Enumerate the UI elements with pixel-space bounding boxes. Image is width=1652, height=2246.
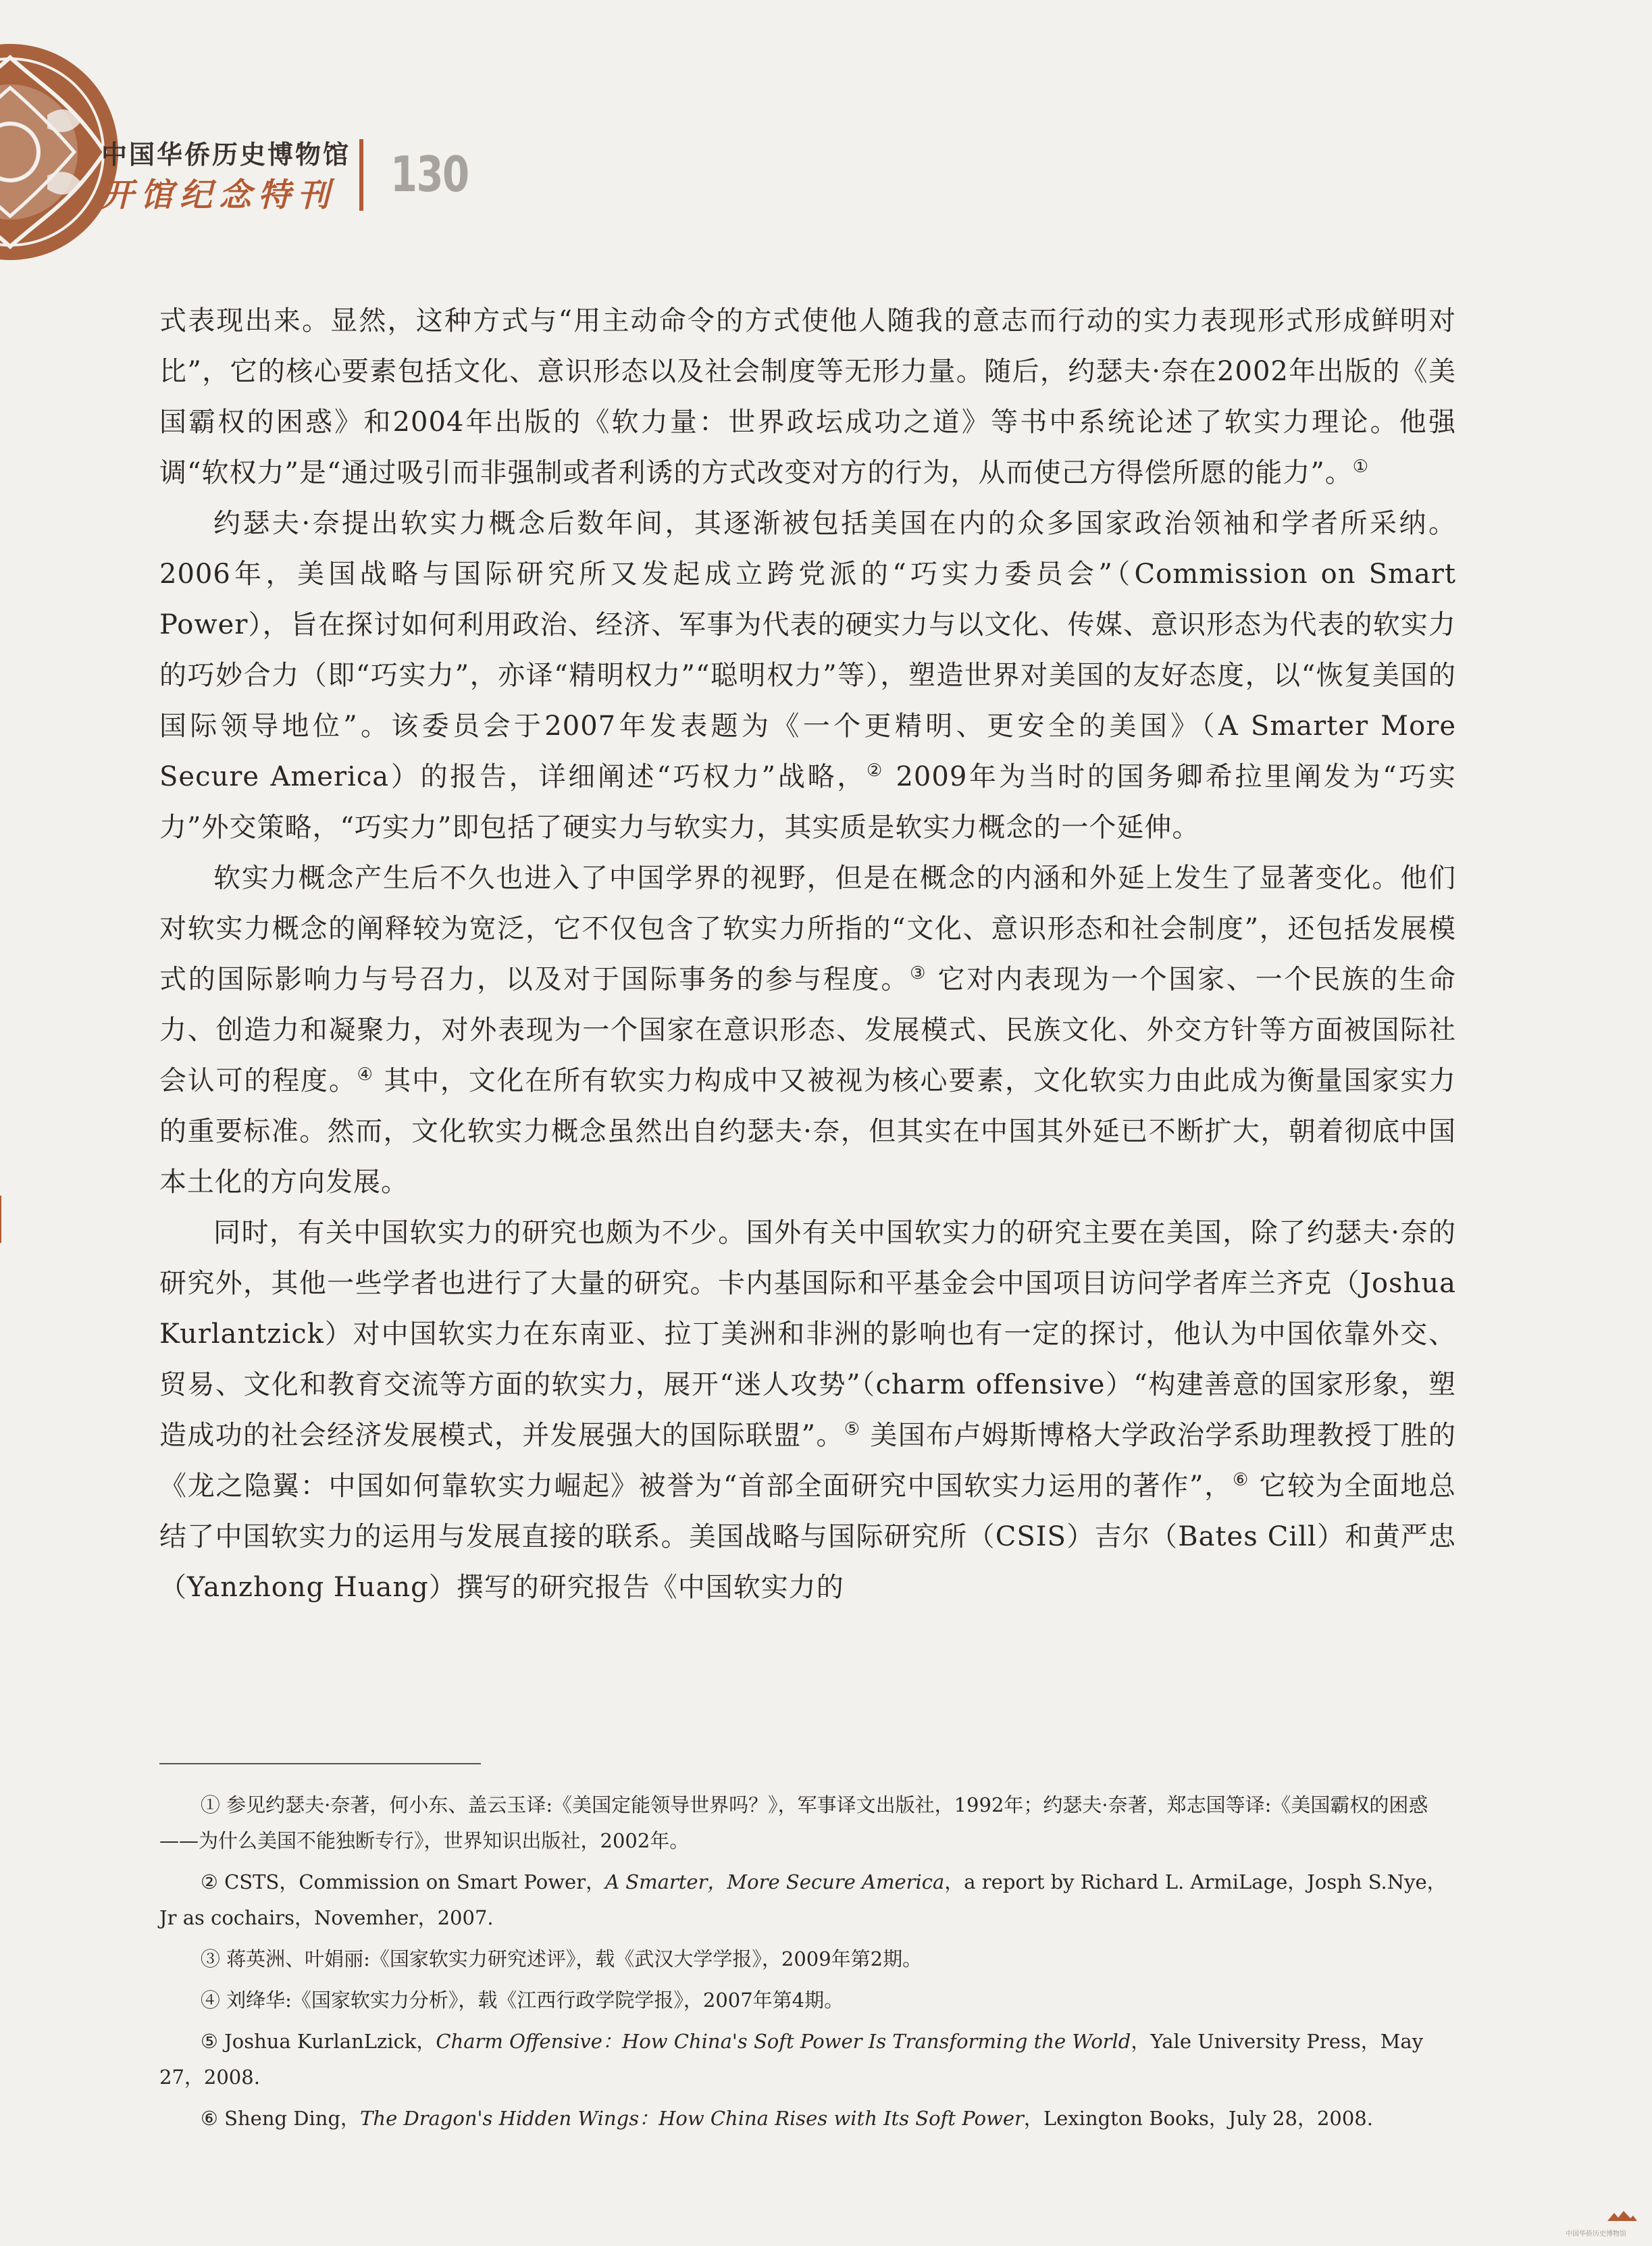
footnote-ref-4[interactable]: ④ (357, 1065, 374, 1085)
footnote-ref-5[interactable]: ⑤ (844, 1419, 861, 1439)
header-divider (359, 139, 363, 211)
footnote-5: ⑤ Joshua KurlanLzick，Charm Offensive：How China's Soft Power Is Transforming the World，Yale University Press，May 27，2008. (159, 2030, 1424, 2089)
paragraph-1: 式表现出来。显然，这种方式与“用主动命令的方式使他人随我的意志而行动的实力表现形式形成鲜明对比”，它的核心要素包括文化、意识形态以及社会制度等无形力量。随后，约瑟夫·奈在2002年出版的《美国霸权的困惑》和2004年出版的《软力量：世界政坛成功之道》等书中系统论述了软实力理论。他强调“软权力”是“通过吸引而非强制或者利诱的方式改变对方的行为，从而使己方得偿所愿的能力”。① (159, 305, 1456, 488)
footnotes (159, 1787, 1456, 2142)
footnote-2: ② CSTS，Commission on Smart Power，A Smarter，More Secure America，a report by Richard L. ArmiLage，Josph S.Nye，Jr as cochairs，Novemher，2007. (159, 1870, 1447, 1929)
footnote-ref-6[interactable]: ⑥ (1233, 1470, 1250, 1490)
body-text (159, 296, 1456, 1613)
margin-mark (0, 1196, 1, 1243)
footnote-1: ① 参见约瑟夫·奈著，何小东、盖云玉译:《美国定能领导世界吗？》，军事译文出版社，1992年；约瑟夫·奈著，郑志国等译:《美国霸权的困惑——为什么美国不能独断专行》，世界知识出版社，2002年。 (159, 1793, 1428, 1852)
corner-mark-text: 中国华侨历史博物馆 (1566, 2230, 1626, 2238)
footnote-ref-1[interactable]: ① (1352, 457, 1370, 477)
page-number: 130 (390, 146, 469, 203)
footnote-ref-2[interactable]: ② (867, 761, 885, 781)
footnote-3: ③ 蒋英洲、叶娟丽:《国家软实力研究述评》，载《武汉大学学报》，2009年第2期。 (200, 1947, 923, 1970)
footnote-4: ④ 刘绛华:《国家软实力分析》，载《江西行政学院学报》，2007年第4期。 (200, 1989, 844, 2012)
paragraph-4: 同时，有关中国软实力的研究也颇为不少。国外有关中国软实力的研究主要在美国，除了约瑟夫·奈的研究外，其他一些学者也进行了大量的研究。卡内基国际和平基金会中国项目访问学者库兰齐克（Joshua Kurlantzick）对中国软实力在东南亚、拉丁美洲和非洲的影响也有一定的探讨，他认为中国依靠外交、贸易、文化和教育交流等方面的软实力，展开“迷人攻势”（charm offensive）“构建善意的国家形象，塑造成功的社会经济发展模式，并发展强大的国际联盟”。⑤ 美国布卢姆斯博格大学政治学系助理教授丁胜的《龙之隐翼：中国如何靠软实力崛起》被誉为“首部全面研究中国软实力运用的著作”，⑥ 它较为全面地总结了中国软实力的运用与发展直接的联系。美国战略与国际研究所（CSIS）吉尔（Bates Cill）和黄严忠（Yanzhong Huang）撰写的研究报告《中国软实力的 (159, 1217, 1456, 1603)
footnote-ref-3[interactable]: ③ (910, 963, 928, 984)
footnote-6: ⑥ Sheng Ding，The Dragon's Hidden Wings：How China Rises with Its Soft Power，Lexington Books，July 28，2008. (200, 2107, 1373, 2130)
mountain-logo-icon (1607, 2210, 1637, 2221)
issue-name: 开馆纪念特刊 (101, 176, 337, 214)
paragraph-3: 软实力概念产生后不久也进入了中国学界的视野，但是在概念的内涵和外延上发生了显著变化。他们对软实力概念的阐释较为宽泛，它不仅包含了软实力所指的“文化、意识形态和社会制度”，还包括发展模式的国际影响力与号召力，以及对于国际事务的参与程度。③ 它对内表现为一个国家、一个民族的生命力、创造力和凝聚力，对外表现为一个国家在意识形态、发展模式、民族文化、外交方针等方面被国际社会认可的程度。④ 其中，文化在所有软实力构成中又被视为核心要素，文化软实力由此成为衡量国家实力的重要标准。然而，文化软实力概念虽然出自约瑟夫·奈，但其实在中国其外延已不断扩大，朝着彻底中国本土化的方向发展。 (159, 863, 1457, 1198)
footnote-divider (159, 1763, 481, 1764)
museum-name: 中国华侨历史博物馆 (101, 140, 351, 170)
paragraph-2: 约瑟夫·奈提出软实力概念后数年间，其逐渐被包括美国在内的众多国家政治领袖和学者所采纳。2006年，美国战略与国际研究所又发起成立跨党派的“巧实力委员会”（Commission on Smart Power），旨在探讨如何利用政治、经济、军事为代表的硬实力与以文化、传媒、意识形态为代表的软实力的巧妙合力（即“巧实力”，亦译“精明权力”“聪明权力”等），塑造世界对美国的友好态度，以“恢复美国的国际领导地位”。该委员会于2007年发表题为《一个更精明、更安全的美国》（A Smarter More Secure America）的报告，详细阐述“巧权力”战略，② 2009年为当时的国务卿希拉里阐发为“巧实力”外交策略，“巧实力”即包括了硬实力与软实力，其实质是软实力概念的一个延伸。 (159, 508, 1456, 843)
